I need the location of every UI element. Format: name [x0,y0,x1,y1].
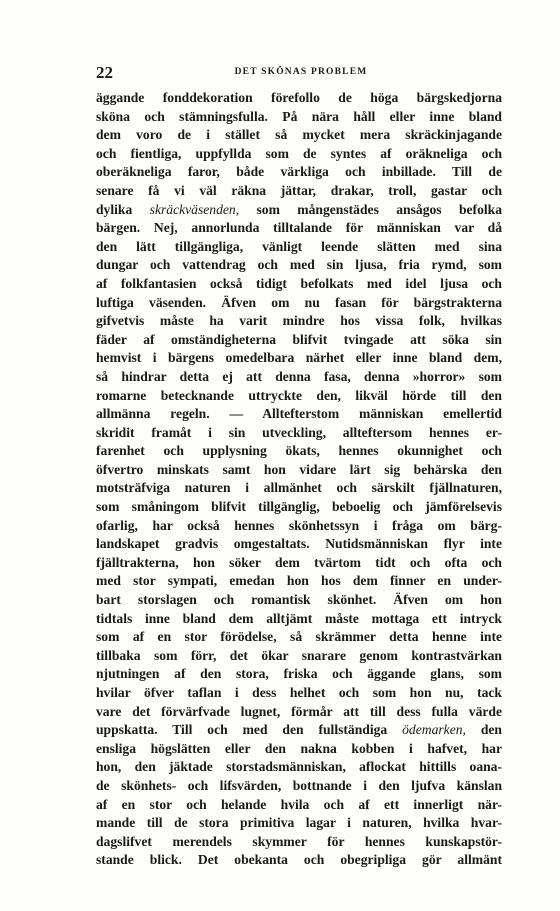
text-line [96,275,502,294]
text-line [96,331,502,350]
text-segment: mande till de stora primitiva lagar i naturen, hvilka hvar- [96,815,502,831]
text-segment: bart storslagen och romantisk skönhet. Äfven om hon [96,592,502,608]
text-segment: allmänna regeln. — Alltefterstom människan emellertid [96,406,502,422]
text-line [96,238,502,257]
text-line [96,721,502,740]
text-line [96,108,502,127]
text-line [96,535,502,554]
text-line [96,461,502,480]
text-line [96,851,502,870]
text-line [96,368,502,387]
text-segment: farenhet och upplysning ökats, hennes okunnighet och [96,443,502,459]
text-segment: uppskatta. Till och med den fullständiga [96,722,403,738]
text-line [96,684,502,703]
text-line [96,201,502,220]
text-line [96,517,502,536]
text-line [96,777,502,796]
text-line [96,294,502,313]
text-line [96,163,502,182]
text-segment: bärgen. Nej, annorlunda tilltalande för människan var då [96,220,502,236]
text-line [96,479,502,498]
text-line [96,498,502,517]
text-segment: oberäkneliga faror, både värkliga och inbillade. Till de [96,164,502,180]
text-segment: stande blick. Det obekanta och obegripliga gör allmänt [96,852,502,868]
text-segment: de skönhets- och lifsvärden, bottnande i den ljufva känslan [96,777,502,793]
text-segment: dungar och vattendrag och med sin ljusa, fria rymd, som [96,257,502,273]
text-segment: motsträfviga naturen i allmänhet och särskilt fjällnaturen, [96,480,502,496]
text-line [96,740,502,759]
page-header [96,63,506,85]
text-segment: skridit framåt i sin utveckling, allteftersom hennes er- [96,424,502,440]
text-line [96,814,502,833]
text-segment: sköna och stämningsfulla. På nära håll eller inne bland [96,108,502,124]
text-segment: som småningom blifvit tillgänglig, beboelig och jämförelsevis [96,499,502,515]
text-line [96,89,502,108]
text-segment: njutningen af den stora, friska och äggande glans, som [96,666,502,682]
text-segment: hemvist i bärgens omedelbara närhet eller inne bland dem, [96,350,502,366]
text-line [96,758,502,777]
text-line [96,554,502,573]
text-segment: med stor sympati, emedan hon hos dem finner en under- [96,573,502,589]
text-line [96,145,502,164]
text-segment: af en stor och helande hvila och af ett innerligt när- [96,796,502,812]
text-segment: senare få vi väl räkna jättar, drakar, troll, gastar och [96,182,502,198]
text-line [96,387,502,406]
text-segment: som af en stor förödelse, så skrämmer detta henne inte [96,629,502,645]
text-segment: dagslifvet merendels skymmer för hennes kunskapstör- [96,833,502,849]
text-segment: dylika [96,201,150,217]
text-segment: gifvetvis måste ha varit mindre hos vissa folk, hvilkas [96,313,502,329]
text-segment: vare det förvärfvade lugnet, förmår att till dess fulla värde [96,703,502,719]
text-line [96,703,502,722]
text-line [96,796,502,815]
text-line [96,628,502,647]
text-segment: den [465,722,502,738]
text-segment: landskapet gradvis omgestaltats. Nutidsmänniskan flyr inte [96,536,502,552]
text-segment: ensliga högslätten eller den nakna kobben i hafvet, har [96,740,502,756]
text-line [96,349,502,368]
text-line [96,665,502,684]
text-segment: tillbaka som förr, det ökar snarare genom kontrastvärkan [96,647,502,663]
text-segment: öfvertro minskats samt hon vidare lärt sig behärska den [96,461,502,477]
text-line [96,833,502,852]
running-head: DET SKÖNAS PROBLEM [234,67,368,77]
text-line [96,591,502,610]
text-segment: och fientliga, uppfyllda som de syntes af oräkneliga och [96,145,502,161]
body-text [96,89,502,870]
text-segment: ofarlig, har också hennes skönhetssyn i fråga om bärg- [96,517,502,533]
text-segment: fäder af omständigheterna blifvit tvingade att söka sin [96,331,502,347]
italic-text: skräckväsenden, [149,201,240,217]
text-segment: så hindrar detta ej att denna fasa, denna »horror» som [96,368,502,384]
text-segment: äggande fonddekoration förefollo de höga bärgskedjorna [96,90,502,105]
text-line [96,610,502,629]
text-line [96,442,502,461]
text-segment: som mångenstädes ansågos befolka [239,201,502,217]
text-line [96,424,502,443]
text-line [96,126,502,145]
text-segment: hvilar öfver taflan i dess helhet och som hon nu, tack [96,685,502,700]
text-line [96,572,502,591]
text-segment: af folkfantasien också tidigt befolkats med idel ljusa och [96,275,502,291]
text-segment: romarne betecknande uttryckte den, likväl hörde till den [96,387,502,403]
text-line [96,182,502,201]
text-line [96,312,502,331]
text-segment: fjälltrakterna, hon söker dem tvärtom tidt och ofta och [96,554,502,570]
text-segment: dem voro de i stället så mycket mera skräckinjagande [96,127,502,143]
italic-text: ödemarken, [402,722,466,738]
text-segment: tidtals inne bland dem alltjämt måste mottaga ett intryck [96,610,502,626]
text-segment: den lätt tillgängliga, vänligt leende slätten med sina [96,238,502,254]
text-line [96,219,502,238]
text-line [96,405,502,424]
page-number: 22 [96,63,113,82]
text-segment: luftiga väsenden. Äfven om nu fasan för bärgstrakterna [96,294,502,310]
text-line [96,256,502,275]
text-line [96,647,502,666]
text-segment: hon, den jäktade storstadsmänniskan, aflockat hittills oana- [96,759,502,775]
